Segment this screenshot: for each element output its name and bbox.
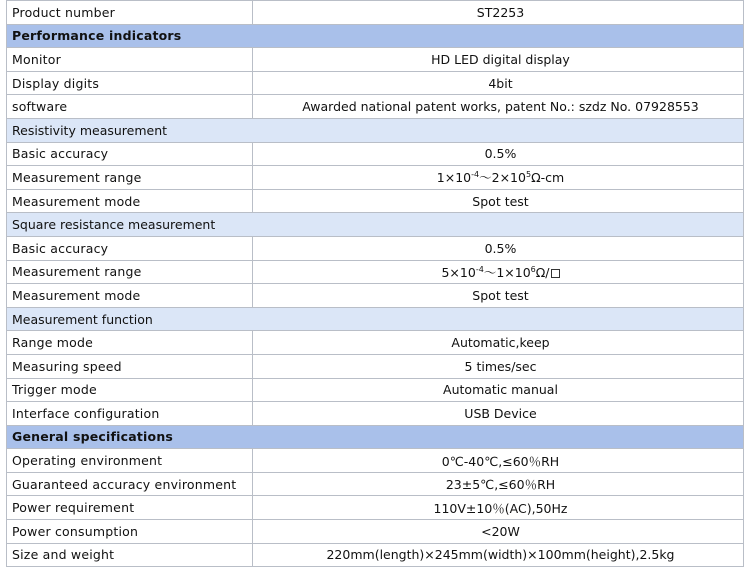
range-exponent: -4	[471, 170, 480, 180]
row-label: Basic accuracy	[7, 236, 253, 260]
row-label: Monitor	[7, 48, 253, 72]
row-label: Interface configuration	[7, 402, 253, 426]
row-value: 0.5%	[253, 236, 744, 260]
table-row	[7, 449, 744, 473]
table-row	[7, 284, 744, 308]
section-header	[7, 24, 744, 48]
table-row	[7, 142, 744, 166]
section-title-function: Measurement function	[7, 307, 744, 331]
row-value: HD LED digital display	[253, 48, 744, 72]
table-row	[7, 331, 744, 355]
row-value: 110V±10％(AC),50Hz	[253, 496, 744, 520]
row-value: Spot test	[253, 284, 744, 308]
range-part: ～1×10	[483, 264, 531, 280]
square-symbol-icon	[551, 269, 560, 278]
row-value: 4bit	[253, 71, 744, 95]
product-number-value: ST2253	[253, 1, 744, 25]
table-row	[7, 71, 744, 95]
row-value: 220mm(length)×245mm(width)×100mm(height),2.5kg	[253, 543, 744, 567]
table-row	[7, 48, 744, 72]
table-row	[7, 402, 744, 426]
section-header	[7, 118, 744, 142]
table-row	[7, 520, 744, 544]
row-value: 0℃-40℃,≤60％RH	[253, 449, 744, 473]
row-label: Display digits	[7, 71, 253, 95]
row-value: Automatic,keep	[253, 331, 744, 355]
row-label: Trigger mode	[7, 378, 253, 402]
spec-table	[6, 0, 744, 567]
row-label: Basic accuracy	[7, 142, 253, 166]
row-label: Measurement mode	[7, 284, 253, 308]
section-header	[7, 425, 744, 449]
row-value: Awarded national patent works, patent No.: szdz No. 07928553	[253, 95, 744, 119]
range-exponent: -4	[475, 264, 484, 274]
row-label: Power consumption	[7, 520, 253, 544]
row-label: Guaranteed accuracy environment	[7, 472, 253, 496]
row-value: Automatic manual	[253, 378, 744, 402]
section-title-general: General specifications	[7, 425, 744, 449]
row-value: 23±5℃,≤60％RH	[253, 472, 744, 496]
table-row	[7, 189, 744, 213]
row-label: Range mode	[7, 331, 253, 355]
table-row	[7, 472, 744, 496]
range-part: 1×10	[436, 170, 472, 186]
table-row	[7, 236, 744, 260]
section-title-square: Square resistance measurement	[7, 213, 744, 237]
row-label: Measurement range	[7, 260, 253, 284]
range-unit: Ω/	[535, 264, 550, 280]
product-number-label: Product number	[7, 1, 253, 25]
row-label: software	[7, 95, 253, 119]
row-label: Size and weight	[7, 543, 253, 567]
section-title-resistivity: Resistivity measurement	[7, 118, 744, 142]
row-label: Operating environment	[7, 449, 253, 473]
section-title-performance: Performance indicators	[7, 24, 744, 48]
row-label: Power requirement	[7, 496, 253, 520]
table-row	[7, 95, 744, 119]
row-label: Measurement mode	[7, 189, 253, 213]
table-row	[7, 166, 744, 190]
range-unit: Ω-cm	[531, 170, 565, 186]
table-row	[7, 1, 744, 25]
row-value: Spot test	[253, 189, 744, 213]
range-exponent: 6	[530, 264, 536, 274]
row-label: Measuring speed	[7, 354, 253, 378]
section-header	[7, 213, 744, 237]
square-range-value	[253, 260, 744, 284]
table-row	[7, 378, 744, 402]
row-value: 0.5%	[253, 142, 744, 166]
range-part: ～2×10	[479, 170, 526, 186]
table-row	[7, 543, 744, 567]
table-row	[7, 496, 744, 520]
table-row	[7, 260, 744, 284]
range-exponent: 5	[525, 170, 532, 180]
section-header	[7, 307, 744, 331]
range-part: 5×10	[441, 264, 476, 280]
row-value: <20W	[253, 520, 744, 544]
row-value: 5 times/sec	[253, 354, 744, 378]
row-label: Measurement range	[7, 166, 253, 190]
row-value: USB Device	[253, 402, 744, 426]
table-row	[7, 354, 744, 378]
resistivity-range-value	[253, 166, 744, 190]
